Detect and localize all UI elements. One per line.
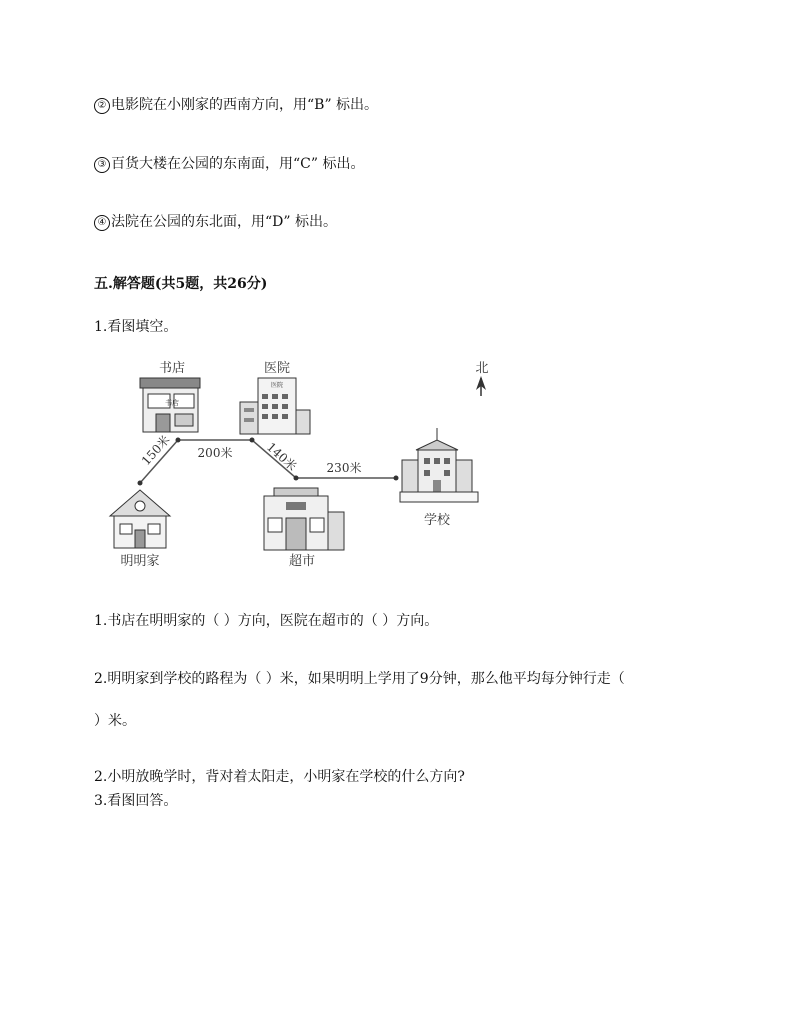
circled-number-2: ② <box>94 98 110 114</box>
hospital-sign: 医院 <box>270 382 284 389</box>
item-3-text: 百货大楼在公园的东南面，用“C” 标出。 <box>111 156 365 172</box>
school-building-icon <box>400 428 478 502</box>
north-label: 北 <box>475 361 489 376</box>
supermarket-label: 超市 <box>288 554 316 569</box>
item-4-text: 法院在公园的东北面，用“D” 标出。 <box>111 214 337 230</box>
item-4 <box>94 211 337 231</box>
school-label: 学校 <box>423 513 451 528</box>
circled-number-3: ③ <box>94 157 110 173</box>
question-1-title: 1.看图填空。 <box>94 319 178 335</box>
item-3 <box>94 153 364 173</box>
distance-230: 230米 <box>326 461 362 475</box>
hospital-label: 医院 <box>263 361 291 376</box>
map-figure <box>100 352 520 577</box>
circled-number-4: ④ <box>94 215 110 231</box>
home-building-icon <box>110 490 170 548</box>
question-2: 2.小明放晚学时，背对着太阳走，小明家在学校的什么方向? <box>94 769 465 785</box>
distance-200: 200米 <box>197 446 233 460</box>
question-1-2-part-b: ）米。 <box>94 713 136 729</box>
distance-140: 140米 <box>263 439 300 474</box>
question-3: 3.看图回答。 <box>94 793 178 809</box>
bookstore-label: 书店 <box>158 361 186 376</box>
item-2 <box>94 94 378 114</box>
north-arrow-icon <box>476 376 486 396</box>
supermarket-building-icon <box>264 488 344 550</box>
home-label: 明明家 <box>120 554 160 569</box>
distance-150: 150米 <box>138 432 173 469</box>
bookstore-sign: 书店 <box>165 399 179 407</box>
item-2-text: 电影院在小刚家的西南方向，用“B” 标出。 <box>111 97 379 113</box>
question-1-2-part-a: 2.明明家到学校的路程为（ ）米，如果明明上学用了9分钟，那么他平均每分钟行走（ <box>94 671 625 687</box>
question-1-1: 1.书店在明明家的（ ）方向，医院在超市的（ ）方向。 <box>94 613 439 629</box>
section-title: 五.解答题(共5题，共26分) <box>94 276 268 292</box>
